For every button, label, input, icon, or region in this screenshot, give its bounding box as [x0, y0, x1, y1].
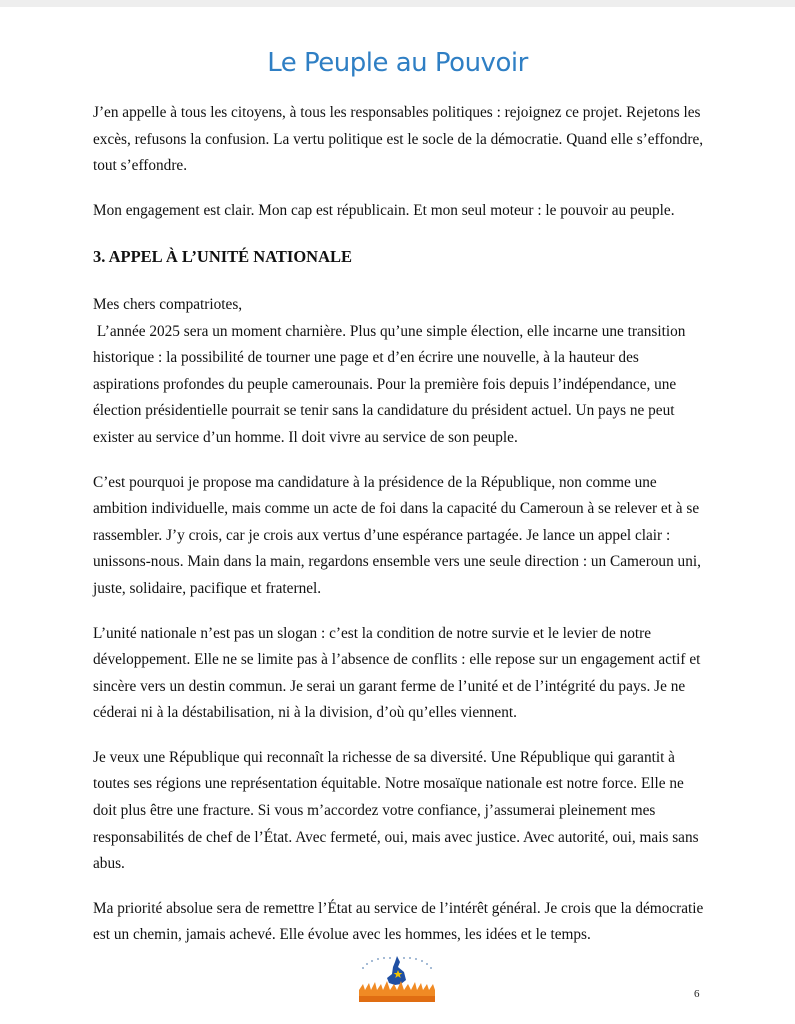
document-body	[93, 100, 708, 949]
section-heading: 3. APPEL À L’UNITÉ NATIONALE	[93, 247, 353, 267]
paragraph: L’année 2025 sera un moment charnière. Plus qu’une simple élection, elle incarne une transition historique : la possibilité de tourner une page et d’en écrire une nouvelle, à la hauteur des aspirations profondes du peuple camerounais. Pour la première fois depuis l’indépendance, une élection présidentielle pourrait se tenir sans la candidature du président actuel. Un pays ne peut exister au service d’un homme. Il doit vivre au service de son peuple.	[93, 322, 690, 446]
paragraph: Mon engagement est clair. Mon cap est républicain. Et mon seul moteur : le pouvoir au peuple.	[93, 201, 675, 219]
paragraph: Je veux une République qui reconnaît la richesse de sa diversité. Une République qui garantit à toutes ses régions une représentation équitable. Notre mosaïque nationale est notre force. Elle ne doit plus être une fracture. Si vous m’accordez votre confiance, j’assumerai pleinement mes responsabilités de chef de l’État. Avec fermeté, oui, mais avec justice. Avec autorité, oui, mais sans abus.	[93, 748, 699, 873]
map-shape	[387, 956, 406, 985]
paragraph: L’unité nationale n’est pas un slogan : c’est la condition de notre survie et le levier de notre développement. Elle ne se limite pas à l’absence de conflits : elle repose sur un engagement actif et sincère vers un destin commun. Je serai un garant ferme de l’unité et de l’intégrité du pays. Je ne céderai ni à la déstabilisation, ni à la division, d’où qu’elles viennent.	[93, 624, 701, 722]
paragraph: Ma priorité absolue sera de remettre l’État au service de l’intérêt général. Je crois que la démocratie est un chemin, jamais achevé. Elle évolue avec les hommes, les idées et le temps.	[93, 899, 704, 944]
page-header-title: Le Peuple au Pouvoir	[267, 48, 528, 78]
paragraph: C’est pourquoi je propose ma candidature à la présidence de la République, non comme une ambition individuelle, mais comme un acte de foi dans la capacité du Cameroun à se relever et à se rassembler. J’y crois, car je crois aux vertus d’une espérance partagée. Je lance un appel clair : unissons-nous. Main dans la main, regardons ensemble vers une seule direction : un Cameroun uni, juste, solidaire, pacifique et fraternel.	[93, 473, 701, 597]
page-number: 6	[694, 988, 700, 1000]
paragraph: J’en appelle à tous les citoyens, à tous les responsables politiques : rejoignez ce projet. Rejetons les excès, refusons la confusion. La vertu politique est le socle de la démocratie. Quand elle s’effondre, tout s’effondre.	[93, 104, 704, 175]
logo-graphic	[357, 950, 437, 1002]
cameroon-map-logo-icon	[357, 950, 437, 1002]
salutation: Mes chers compatriotes,	[93, 295, 243, 313]
top-band	[0, 0, 795, 7]
